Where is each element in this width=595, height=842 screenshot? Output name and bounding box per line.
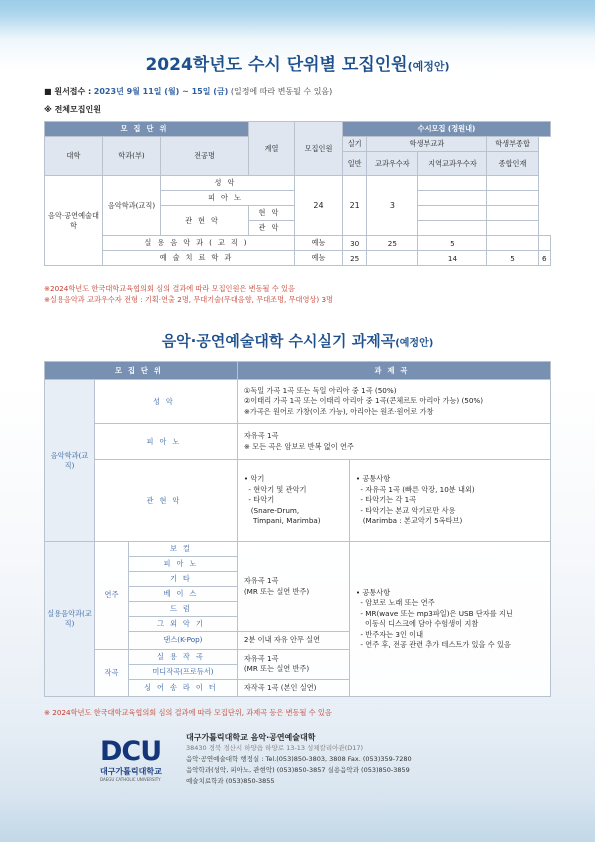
page-title: 2024학년도 수시 단위별 모집인원(예정안) [145, 55, 450, 75]
task-note: ※ 2024학년도 한국대학교육협의회 심의 결과에 따라 모집단위, 과제곡 등은 변동될 수 있음 [44, 708, 332, 717]
dept-cell: 음악학과(교직) [45, 380, 95, 542]
dept-cell: 예술치료학과 [103, 251, 295, 266]
bottom-wave-decoration [0, 800, 595, 842]
university-logo: DCU 대구가톨릭대학교 DAEGU CATHOLIC UNIVERSITY [100, 736, 162, 782]
orch-common: • 공통사항 - 자유곡 1곡 (빠른 악장, 10분 내외) - 타악기는 각 1곡 - 타악기는 본교 악기로만 사용 (Marimba : 본교악기 5옥타브) [349, 460, 550, 542]
table-row [45, 236, 551, 251]
th-unit: 모집단위 [45, 122, 249, 137]
top-wave-decoration [0, 0, 595, 40]
create-cell: 작곡 [95, 649, 129, 697]
table-row [45, 176, 551, 191]
table-row [45, 424, 551, 460]
perform-task: 자유곡 1곡 (MR 또는 실연 반주) [237, 542, 349, 632]
section-heading-total: ※ 전체모집인원 [44, 105, 101, 114]
th-regional: 지역교과우수자 [418, 152, 487, 176]
talent-cell: 6 [538, 251, 550, 266]
unit-cell: 댄스(K-Pop) [129, 632, 238, 650]
sub-major-cell: 현악 [249, 206, 295, 221]
th-unit: 모집단위 [45, 362, 238, 380]
unit-cell: 성악 [95, 380, 238, 424]
th-general: 일반 [343, 152, 367, 176]
major-cell: 성악 [161, 176, 295, 191]
th-dept: 학과(부) [103, 137, 161, 176]
table-row [45, 251, 551, 266]
ssw-task: 자작곡 1곡 (본인 실연) [237, 679, 349, 697]
regional-cell: 5 [487, 251, 538, 266]
quota-notes: ※2024학년도 한국대학교육협의회 심의 결과에 따라 모집인원은 변동될 수 있음 ※실용음악과 교과우수자 전형 : 기획·연출 2명, 무대기술(무대음향, 무대조명, 무대영상) 3명 [44, 284, 333, 304]
contact-info: 대구가톨릭대학교 음악·공연예술대학 38430 경북 경산시 하양읍 하양로 13-13 성체칼리아관(D17) 음악·공연예술대학 행정실 : Tel.(053)850-3803, 3808 Fax. (053)359-7280 음악학과(성악, 피아노, 관현악) (053)850-3857 실용음악과 (053)850-3859 예술치료학과 (053)850-3855 [186, 733, 412, 785]
table-row [45, 460, 551, 542]
application-period: ■ 원서접수 : 2023년 9월 11일 (월) ~ 15일 (금) (일정에 따라 변동될 수 있음) [44, 87, 333, 96]
major-cell: 관현악 [161, 206, 249, 236]
perform-cell: 연주 [95, 542, 129, 650]
th-excellent: 교과우수자 [367, 152, 418, 176]
unit-cell: 피아노 [95, 424, 238, 460]
excellent-cell: 14 [418, 251, 487, 266]
unit-cell: 그외악기 [129, 617, 238, 632]
major-cell: 피아노 [161, 191, 295, 206]
applied-common: • 공통사항 - 암보로 노래 또는 연주 - MR(wave 또는 mp3파일)은 USB 단자를 지닌 이동식 디스크에 담아 수험생이 지참 - 반주자는 3인 이내 - 연주 후, 전공 관련 추가 테스트가 있을 수 있음 [349, 542, 550, 697]
unit-cell: 드럼 [129, 602, 238, 617]
quota-table [44, 121, 551, 266]
track-cell: 예능 [295, 251, 343, 266]
dept-cell: 음악학과(교직) [103, 176, 161, 236]
quota-cell: 24 [295, 176, 343, 236]
th-task: 과제곡 [237, 362, 550, 380]
vocal-task: ①독일 가곡 1곡 또는 독일 아리아 중 1곡 (50%) ②이태리 가곡 1곡 또는 이태리 아리아 중 1곡(콘체르토 아리아 가능) (50%) ※가곡은 원어로 가창(이조 가능), 아리아는 원조·원어로 가창 [237, 380, 550, 424]
dance-task: 2분 이내 자유 안무 실연 [237, 632, 349, 650]
unit-cell: 피아노 [129, 557, 238, 572]
dept-cell: 실용음악과(교직) [103, 236, 295, 251]
quota-cell: 25 [343, 251, 367, 266]
college-cell: 음악·공연예술대학 [45, 176, 103, 266]
unit-cell: 싱어송라이터 [129, 679, 238, 697]
table-row [45, 542, 551, 557]
th-practical: 실기 [343, 137, 367, 152]
unit-cell: 실용작곡 [129, 649, 238, 664]
track-cell: 예능 [295, 236, 343, 251]
unit-cell: 관현악 [95, 460, 238, 542]
unit-cell: 보컬 [129, 542, 238, 557]
footer [100, 732, 550, 792]
unit-cell: 기타 [129, 572, 238, 587]
th-quota: 모집인원 [295, 122, 343, 176]
table-row [45, 380, 551, 424]
unit-cell: 베이스 [129, 587, 238, 602]
create-task: 자유곡 1곡 (MR 또는 실연 반주) [237, 649, 349, 679]
general-cell: 21 [343, 176, 367, 236]
task-table [44, 361, 551, 697]
orch-instruments: • 악기 - 현악기 및 관악기 - 타악기 (Snare-Drum, Timpani, Marimba) [237, 460, 349, 542]
unit-cell: 미디작곡(프로듀서) [129, 664, 238, 679]
th-track: 계열 [249, 122, 295, 176]
general-cell: 25 [367, 236, 418, 251]
th-talent: 종합인재 [487, 152, 538, 176]
dept-cell: 실용음악과(교직) [45, 542, 95, 697]
excellent-cell: 5 [418, 236, 487, 251]
th-college: 대학 [45, 137, 103, 176]
task-title: 음악·공연예술대학 수시실기 과제곡(예정안) [161, 332, 434, 350]
th-susi: 수시모집 (정원내) [343, 122, 551, 137]
piano-task: 자유곡 1곡 ※ 모든 곡은 암보로 반복 없이 연주 [237, 424, 550, 460]
sub-major-cell: 관악 [249, 221, 295, 236]
excellent-cell: 3 [367, 176, 418, 236]
quota-cell: 30 [343, 236, 367, 251]
th-student: 학생부교과 [367, 137, 487, 152]
th-major: 전공명 [161, 137, 249, 176]
th-comprehensive: 학생부종합 [487, 137, 538, 152]
